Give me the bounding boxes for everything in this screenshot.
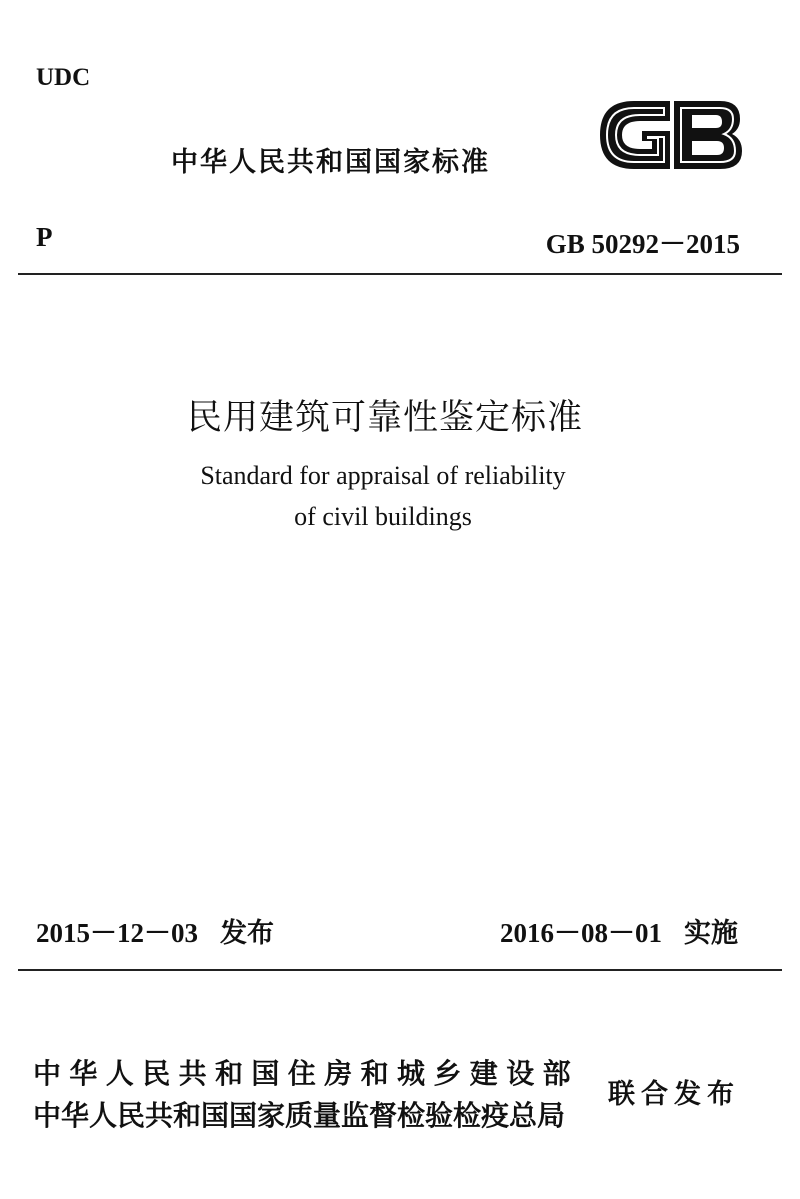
header-divider	[18, 273, 782, 275]
effective-info	[500, 911, 738, 950]
joint-release-label: 联合发布	[608, 1079, 740, 1110]
issue-date: 2015－12－03	[36, 918, 198, 948]
standard-number: GB 50292－2015	[545, 229, 740, 259]
issue-info	[36, 911, 274, 950]
effective-date: 2016－08－01	[500, 918, 662, 948]
title-english-line-2: of civil buildings	[294, 502, 472, 531]
national-standard-heading: 中华人民共和国国家标准	[171, 147, 490, 178]
udc-label: UDC	[36, 64, 91, 91]
footer-divider	[18, 969, 782, 971]
gb-logo-icon	[596, 97, 744, 173]
title-chinese: 民用建筑可靠性鉴定标准	[186, 398, 583, 438]
issuer-aqsiq: 中华人民共和国国家质量监督检验检疫总局	[33, 1099, 566, 1132]
issue-label: 发布	[220, 918, 274, 949]
classification-code: P	[36, 222, 53, 252]
effective-label: 实施	[684, 918, 738, 949]
title-english-line-1: Standard for appraisal of reliability	[200, 461, 566, 490]
issuer-ministry: 中华人民共和国住房和城乡建设部	[33, 1057, 580, 1090]
